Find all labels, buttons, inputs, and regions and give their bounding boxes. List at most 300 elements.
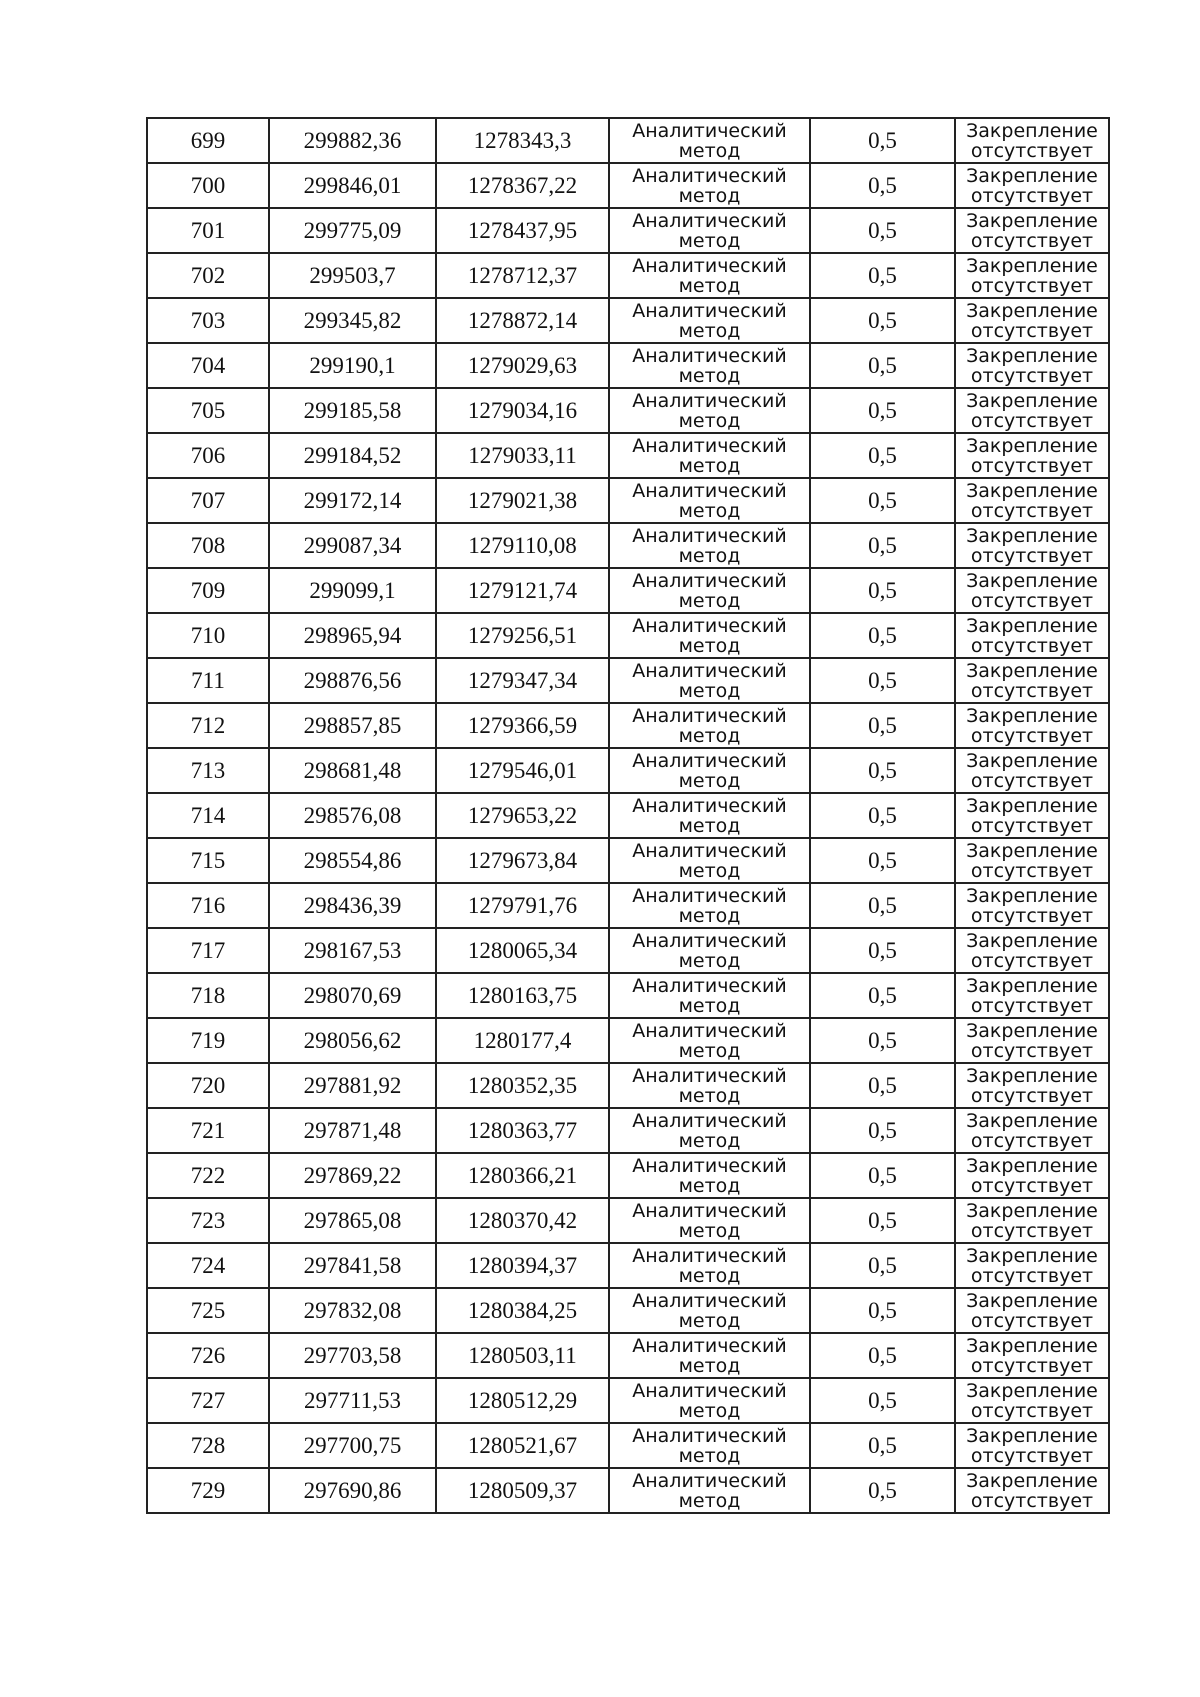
point-number-cell: 704 bbox=[147, 343, 269, 388]
fixing-cell bbox=[955, 1153, 1109, 1198]
method-text-line-2: метод bbox=[678, 364, 741, 387]
fixing-text-line-1: Закрепление bbox=[966, 569, 1098, 592]
accuracy-cell: 0,5 bbox=[810, 1198, 955, 1243]
method-text-line-1: Аналитический bbox=[632, 704, 787, 727]
method-text-line-1: Аналитический bbox=[632, 1199, 787, 1222]
y-coordinate-cell: 1278712,37 bbox=[436, 253, 609, 298]
fixing-text-line-2: отсутствует bbox=[970, 139, 1094, 162]
table-row bbox=[147, 1333, 1109, 1378]
fixing-text-line-1: Закрепление bbox=[966, 344, 1098, 367]
table-row bbox=[147, 118, 1109, 163]
fixing-text-line-1: Закрепление bbox=[966, 1199, 1098, 1222]
method-cell bbox=[609, 1333, 810, 1378]
accuracy-cell: 0,5 bbox=[810, 973, 955, 1018]
table-row bbox=[147, 208, 1109, 253]
fixing-text-line-2: отсутствует bbox=[970, 1309, 1094, 1332]
method-text-line-1: Аналитический bbox=[632, 299, 787, 322]
method-cell bbox=[609, 928, 810, 973]
fixing-cell bbox=[955, 523, 1109, 568]
y-coordinate-cell: 1279121,74 bbox=[436, 568, 609, 613]
y-coordinate-cell: 1279034,16 bbox=[436, 388, 609, 433]
x-coordinate-cell: 298056,62 bbox=[269, 1018, 436, 1063]
fixing-text-line-2: отсутствует bbox=[970, 634, 1094, 657]
y-coordinate-cell: 1279653,22 bbox=[436, 793, 609, 838]
fixing-text-line-1: Закрепление bbox=[966, 1379, 1098, 1402]
y-coordinate-cell: 1278437,95 bbox=[436, 208, 609, 253]
y-coordinate-cell: 1278343,3 bbox=[436, 118, 609, 163]
x-coordinate-cell: 298436,39 bbox=[269, 883, 436, 928]
fixing-text-line-2: отсутствует bbox=[970, 1174, 1094, 1197]
method-text-line-2: метод bbox=[678, 1174, 741, 1197]
table-row bbox=[147, 658, 1109, 703]
table-row bbox=[147, 253, 1109, 298]
point-number-cell: 700 bbox=[147, 163, 269, 208]
method-cell bbox=[609, 613, 810, 658]
accuracy-cell: 0,5 bbox=[810, 1108, 955, 1153]
x-coordinate-cell: 299846,01 bbox=[269, 163, 436, 208]
fixing-cell bbox=[955, 298, 1109, 343]
fixing-text-line-1: Закрепление bbox=[966, 929, 1098, 952]
fixing-text-line-1: Закрепление bbox=[966, 1154, 1098, 1177]
fixing-cell bbox=[955, 1243, 1109, 1288]
method-cell bbox=[609, 1468, 810, 1513]
x-coordinate-cell: 299172,14 bbox=[269, 478, 436, 523]
accuracy-cell: 0,5 bbox=[810, 208, 955, 253]
fixing-text-line-2: отсутствует bbox=[970, 769, 1094, 792]
fixing-text-line-2: отсутствует bbox=[970, 859, 1094, 882]
method-text-line-2: метод bbox=[678, 994, 741, 1017]
method-text-line-2: метод bbox=[678, 544, 741, 567]
point-number-cell: 728 bbox=[147, 1423, 269, 1468]
y-coordinate-cell: 1280363,77 bbox=[436, 1108, 609, 1153]
y-coordinate-cell: 1280065,34 bbox=[436, 928, 609, 973]
fixing-text-line-2: отсутствует bbox=[970, 1264, 1094, 1287]
method-text-line-1: Аналитический bbox=[632, 794, 787, 817]
fixing-text-line-1: Закрепление bbox=[966, 1289, 1098, 1312]
method-text-line-2: метод bbox=[678, 1084, 741, 1107]
x-coordinate-cell: 299190,1 bbox=[269, 343, 436, 388]
method-text-line-2: метод bbox=[678, 1354, 741, 1377]
point-number-cell: 708 bbox=[147, 523, 269, 568]
table-body bbox=[147, 118, 1109, 1513]
x-coordinate-cell: 299185,58 bbox=[269, 388, 436, 433]
fixing-text-line-2: отсутствует bbox=[970, 319, 1094, 342]
fixing-text-line-2: отсутствует bbox=[970, 499, 1094, 522]
fixing-cell bbox=[955, 1288, 1109, 1333]
y-coordinate-cell: 1279033,11 bbox=[436, 433, 609, 478]
point-number-cell: 719 bbox=[147, 1018, 269, 1063]
table-row bbox=[147, 883, 1109, 928]
accuracy-cell: 0,5 bbox=[810, 928, 955, 973]
table-row bbox=[147, 1378, 1109, 1423]
point-number-cell: 705 bbox=[147, 388, 269, 433]
method-text-line-2: метод bbox=[678, 634, 741, 657]
point-number-cell: 720 bbox=[147, 1063, 269, 1108]
fixing-text-line-1: Закрепление bbox=[966, 119, 1098, 142]
method-cell bbox=[609, 253, 810, 298]
y-coordinate-cell: 1278872,14 bbox=[436, 298, 609, 343]
table-row bbox=[147, 748, 1109, 793]
x-coordinate-cell: 298576,08 bbox=[269, 793, 436, 838]
fixing-cell bbox=[955, 658, 1109, 703]
method-text-line-2: метод bbox=[678, 1129, 741, 1152]
point-number-cell: 714 bbox=[147, 793, 269, 838]
fixing-text-line-1: Закрепление bbox=[966, 1064, 1098, 1087]
method-text-line-1: Аналитический bbox=[632, 209, 787, 232]
fixing-text-line-2: отсутствует bbox=[970, 1354, 1094, 1377]
method-text-line-1: Аналитический bbox=[632, 929, 787, 952]
fixing-text-line-2: отсутствует bbox=[970, 1489, 1094, 1512]
accuracy-cell: 0,5 bbox=[810, 748, 955, 793]
table-row bbox=[147, 478, 1109, 523]
point-number-cell: 701 bbox=[147, 208, 269, 253]
method-text-line-2: метод bbox=[678, 139, 741, 162]
fixing-text-line-1: Закрепление bbox=[966, 299, 1098, 322]
y-coordinate-cell: 1279029,63 bbox=[436, 343, 609, 388]
method-text-line-1: Аналитический bbox=[632, 1379, 787, 1402]
accuracy-cell: 0,5 bbox=[810, 793, 955, 838]
fixing-text-line-1: Закрепление bbox=[966, 749, 1098, 772]
accuracy-cell: 0,5 bbox=[810, 1378, 955, 1423]
fixing-cell bbox=[955, 1108, 1109, 1153]
method-cell bbox=[609, 1288, 810, 1333]
method-text-line-1: Аналитический bbox=[632, 1154, 787, 1177]
method-text-line-1: Аналитический bbox=[632, 1334, 787, 1357]
fixing-text-line-1: Закрепление bbox=[966, 1109, 1098, 1132]
method-text-line-2: метод bbox=[678, 1444, 741, 1467]
method-text-line-1: Аналитический bbox=[632, 1109, 787, 1132]
method-text-line-2: метод bbox=[678, 1264, 741, 1287]
method-cell bbox=[609, 838, 810, 883]
accuracy-cell: 0,5 bbox=[810, 1153, 955, 1198]
x-coordinate-cell: 298070,69 bbox=[269, 973, 436, 1018]
point-number-cell: 717 bbox=[147, 928, 269, 973]
fixing-cell bbox=[955, 613, 1109, 658]
method-text-line-1: Аналитический bbox=[632, 1424, 787, 1447]
x-coordinate-cell: 297832,08 bbox=[269, 1288, 436, 1333]
method-text-line-2: метод bbox=[678, 229, 741, 252]
accuracy-cell: 0,5 bbox=[810, 1288, 955, 1333]
point-number-cell: 713 bbox=[147, 748, 269, 793]
fixing-cell bbox=[955, 1423, 1109, 1468]
accuracy-cell: 0,5 bbox=[810, 1468, 955, 1513]
fixing-cell bbox=[955, 883, 1109, 928]
method-cell bbox=[609, 1108, 810, 1153]
method-text-line-1: Аналитический bbox=[632, 389, 787, 412]
method-text-line-2: метод bbox=[678, 814, 741, 837]
method-text-line-2: метод bbox=[678, 724, 741, 747]
fixing-text-line-2: отсутствует bbox=[970, 409, 1094, 432]
point-number-cell: 709 bbox=[147, 568, 269, 613]
fixing-text-line-1: Закрепление bbox=[966, 209, 1098, 232]
fixing-cell bbox=[955, 568, 1109, 613]
fixing-text-line-1: Закрепление bbox=[966, 659, 1098, 682]
method-text-line-1: Аналитический bbox=[632, 884, 787, 907]
method-cell bbox=[609, 118, 810, 163]
method-cell bbox=[609, 478, 810, 523]
point-number-cell: 715 bbox=[147, 838, 269, 883]
fixing-text-line-1: Закрепление bbox=[966, 164, 1098, 187]
fixing-text-line-1: Закрепление bbox=[966, 1019, 1098, 1042]
fixing-text-line-2: отсутствует bbox=[970, 679, 1094, 702]
method-cell bbox=[609, 973, 810, 1018]
method-cell bbox=[609, 748, 810, 793]
method-text-line-2: метод bbox=[678, 1489, 741, 1512]
fixing-text-line-1: Закрепление bbox=[966, 1334, 1098, 1357]
y-coordinate-cell: 1280177,4 bbox=[436, 1018, 609, 1063]
fixing-text-line-2: отсутствует bbox=[970, 949, 1094, 972]
method-text-line-1: Аналитический bbox=[632, 1019, 787, 1042]
method-cell bbox=[609, 1198, 810, 1243]
table-row bbox=[147, 1288, 1109, 1333]
fixing-cell bbox=[955, 478, 1109, 523]
table-row bbox=[147, 343, 1109, 388]
method-text-line-2: метод bbox=[678, 454, 741, 477]
accuracy-cell: 0,5 bbox=[810, 883, 955, 928]
accuracy-cell: 0,5 bbox=[810, 568, 955, 613]
x-coordinate-cell: 298965,94 bbox=[269, 613, 436, 658]
fixing-cell bbox=[955, 1333, 1109, 1378]
x-coordinate-cell: 297690,86 bbox=[269, 1468, 436, 1513]
table-row bbox=[147, 1243, 1109, 1288]
fixing-cell bbox=[955, 838, 1109, 883]
method-text-line-1: Аналитический bbox=[632, 119, 787, 142]
y-coordinate-cell: 1280366,21 bbox=[436, 1153, 609, 1198]
method-cell bbox=[609, 568, 810, 613]
accuracy-cell: 0,5 bbox=[810, 1243, 955, 1288]
method-text-line-1: Аналитический bbox=[632, 659, 787, 682]
fixing-text-line-1: Закрепление bbox=[966, 839, 1098, 862]
method-cell bbox=[609, 1063, 810, 1108]
x-coordinate-cell: 299087,34 bbox=[269, 523, 436, 568]
table-row bbox=[147, 433, 1109, 478]
accuracy-cell: 0,5 bbox=[810, 253, 955, 298]
y-coordinate-cell: 1279110,08 bbox=[436, 523, 609, 568]
point-number-cell: 721 bbox=[147, 1108, 269, 1153]
fixing-text-line-1: Закрепление bbox=[966, 704, 1098, 727]
y-coordinate-cell: 1279347,34 bbox=[436, 658, 609, 703]
method-text-line-1: Аналитический bbox=[632, 1244, 787, 1267]
fixing-cell bbox=[955, 208, 1109, 253]
table-row bbox=[147, 1018, 1109, 1063]
method-text-line-2: метод bbox=[678, 1039, 741, 1062]
method-cell bbox=[609, 703, 810, 748]
y-coordinate-cell: 1279021,38 bbox=[436, 478, 609, 523]
fixing-text-line-1: Закрепление bbox=[966, 794, 1098, 817]
method-text-line-1: Аналитический bbox=[632, 1469, 787, 1492]
fixing-cell bbox=[955, 1018, 1109, 1063]
table-row bbox=[147, 1108, 1109, 1153]
y-coordinate-cell: 1280370,42 bbox=[436, 1198, 609, 1243]
fixing-text-line-2: отсутствует bbox=[970, 274, 1094, 297]
table-row bbox=[147, 793, 1109, 838]
y-coordinate-cell: 1278367,22 bbox=[436, 163, 609, 208]
x-coordinate-cell: 298167,53 bbox=[269, 928, 436, 973]
fixing-cell bbox=[955, 1468, 1109, 1513]
method-cell bbox=[609, 793, 810, 838]
method-cell bbox=[609, 1018, 810, 1063]
table-row bbox=[147, 1423, 1109, 1468]
accuracy-cell: 0,5 bbox=[810, 703, 955, 748]
fixing-text-line-1: Закрепление bbox=[966, 974, 1098, 997]
x-coordinate-cell: 297865,08 bbox=[269, 1198, 436, 1243]
accuracy-cell: 0,5 bbox=[810, 1333, 955, 1378]
method-text-line-1: Аналитический bbox=[632, 524, 787, 547]
x-coordinate-cell: 297841,58 bbox=[269, 1243, 436, 1288]
x-coordinate-cell: 299775,09 bbox=[269, 208, 436, 253]
fixing-text-line-2: отсутствует bbox=[970, 454, 1094, 477]
x-coordinate-cell: 299345,82 bbox=[269, 298, 436, 343]
method-cell bbox=[609, 1243, 810, 1288]
fixing-text-line-2: отсутствует bbox=[970, 1129, 1094, 1152]
accuracy-cell: 0,5 bbox=[810, 478, 955, 523]
y-coordinate-cell: 1280163,75 bbox=[436, 973, 609, 1018]
method-text-line-1: Аналитический bbox=[632, 974, 787, 997]
table-row bbox=[147, 838, 1109, 883]
method-text-line-1: Аналитический bbox=[632, 254, 787, 277]
x-coordinate-cell: 297871,48 bbox=[269, 1108, 436, 1153]
method-text-line-2: метод bbox=[678, 274, 741, 297]
table-row bbox=[147, 388, 1109, 433]
method-text-line-2: метод bbox=[678, 859, 741, 882]
method-cell bbox=[609, 208, 810, 253]
point-number-cell: 729 bbox=[147, 1468, 269, 1513]
fixing-text-line-2: отсутствует bbox=[970, 1039, 1094, 1062]
fixing-cell bbox=[955, 388, 1109, 433]
table-row bbox=[147, 973, 1109, 1018]
accuracy-cell: 0,5 bbox=[810, 118, 955, 163]
y-coordinate-cell: 1279791,76 bbox=[436, 883, 609, 928]
y-coordinate-cell: 1280352,35 bbox=[436, 1063, 609, 1108]
fixing-text-line-2: отсутствует bbox=[970, 544, 1094, 567]
method-text-line-1: Аналитический bbox=[632, 344, 787, 367]
point-number-cell: 710 bbox=[147, 613, 269, 658]
method-text-line-1: Аналитический bbox=[632, 839, 787, 862]
accuracy-cell: 0,5 bbox=[810, 1423, 955, 1468]
y-coordinate-cell: 1280384,25 bbox=[436, 1288, 609, 1333]
method-text-line-2: метод bbox=[678, 184, 741, 207]
fixing-cell bbox=[955, 928, 1109, 973]
fixing-text-line-2: отсутствует bbox=[970, 904, 1094, 927]
table-row bbox=[147, 1468, 1109, 1513]
fixing-cell bbox=[955, 253, 1109, 298]
y-coordinate-cell: 1280509,37 bbox=[436, 1468, 609, 1513]
y-coordinate-cell: 1280521,67 bbox=[436, 1423, 609, 1468]
fixing-text-line-1: Закрепление bbox=[966, 254, 1098, 277]
point-number-cell: 699 bbox=[147, 118, 269, 163]
x-coordinate-cell: 298857,85 bbox=[269, 703, 436, 748]
y-coordinate-cell: 1280512,29 bbox=[436, 1378, 609, 1423]
fixing-text-line-2: отсутствует bbox=[970, 1399, 1094, 1422]
accuracy-cell: 0,5 bbox=[810, 343, 955, 388]
fixing-cell bbox=[955, 973, 1109, 1018]
x-coordinate-cell: 299503,7 bbox=[269, 253, 436, 298]
fixing-text-line-2: отсутствует bbox=[970, 1444, 1094, 1467]
x-coordinate-cell: 297703,58 bbox=[269, 1333, 436, 1378]
x-coordinate-cell: 299099,1 bbox=[269, 568, 436, 613]
point-number-cell: 722 bbox=[147, 1153, 269, 1198]
fixing-cell bbox=[955, 793, 1109, 838]
fixing-text-line-1: Закрепление bbox=[966, 524, 1098, 547]
table-row bbox=[147, 298, 1109, 343]
accuracy-cell: 0,5 bbox=[810, 613, 955, 658]
x-coordinate-cell: 299882,36 bbox=[269, 118, 436, 163]
fixing-cell bbox=[955, 343, 1109, 388]
accuracy-cell: 0,5 bbox=[810, 388, 955, 433]
fixing-text-line-1: Закрепление bbox=[966, 614, 1098, 637]
method-text-line-1: Аналитический bbox=[632, 164, 787, 187]
method-text-line-1: Аналитический bbox=[632, 479, 787, 502]
method-text-line-1: Аналитический bbox=[632, 1289, 787, 1312]
accuracy-cell: 0,5 bbox=[810, 1018, 955, 1063]
fixing-text-line-2: отсутствует bbox=[970, 364, 1094, 387]
fixing-cell bbox=[955, 433, 1109, 478]
fixing-text-line-2: отсутствует bbox=[970, 1084, 1094, 1107]
accuracy-cell: 0,5 bbox=[810, 298, 955, 343]
y-coordinate-cell: 1279673,84 bbox=[436, 838, 609, 883]
table-row bbox=[147, 163, 1109, 208]
method-text-line-2: метод bbox=[678, 1219, 741, 1242]
fixing-text-line-2: отсутствует bbox=[970, 994, 1094, 1017]
accuracy-cell: 0,5 bbox=[810, 838, 955, 883]
method-text-line-2: метод bbox=[678, 319, 741, 342]
x-coordinate-cell: 298554,86 bbox=[269, 838, 436, 883]
x-coordinate-cell: 298681,48 bbox=[269, 748, 436, 793]
accuracy-cell: 0,5 bbox=[810, 433, 955, 478]
method-text-line-2: метод bbox=[678, 904, 741, 927]
fixing-cell bbox=[955, 1378, 1109, 1423]
method-cell bbox=[609, 658, 810, 703]
method-text-line-1: Аналитический bbox=[632, 1064, 787, 1087]
fixing-cell bbox=[955, 118, 1109, 163]
method-cell bbox=[609, 163, 810, 208]
coordinates-table bbox=[146, 117, 1110, 1514]
fixing-text-line-2: отсутствует bbox=[970, 1219, 1094, 1242]
point-number-cell: 726 bbox=[147, 1333, 269, 1378]
table-row bbox=[147, 1153, 1109, 1198]
method-cell bbox=[609, 1378, 810, 1423]
method-text-line-2: метод bbox=[678, 589, 741, 612]
method-text-line-1: Аналитический bbox=[632, 749, 787, 772]
point-number-cell: 716 bbox=[147, 883, 269, 928]
table-row bbox=[147, 568, 1109, 613]
fixing-text-line-1: Закрепление bbox=[966, 884, 1098, 907]
table-row bbox=[147, 703, 1109, 748]
point-number-cell: 703 bbox=[147, 298, 269, 343]
table-row bbox=[147, 1198, 1109, 1243]
x-coordinate-cell: 297711,53 bbox=[269, 1378, 436, 1423]
fixing-cell bbox=[955, 163, 1109, 208]
x-coordinate-cell: 297881,92 bbox=[269, 1063, 436, 1108]
method-cell bbox=[609, 298, 810, 343]
accuracy-cell: 0,5 bbox=[810, 523, 955, 568]
method-text-line-2: метод bbox=[678, 769, 741, 792]
x-coordinate-cell: 298876,56 bbox=[269, 658, 436, 703]
method-text-line-2: метод bbox=[678, 499, 741, 522]
fixing-text-line-1: Закрепление bbox=[966, 389, 1098, 412]
method-cell bbox=[609, 343, 810, 388]
method-text-line-2: метод bbox=[678, 949, 741, 972]
x-coordinate-cell: 299184,52 bbox=[269, 433, 436, 478]
table-row bbox=[147, 1063, 1109, 1108]
point-number-cell: 723 bbox=[147, 1198, 269, 1243]
method-text-line-2: метод bbox=[678, 1399, 741, 1422]
fixing-cell bbox=[955, 1198, 1109, 1243]
method-cell bbox=[609, 388, 810, 433]
method-text-line-2: метод bbox=[678, 409, 741, 432]
method-cell bbox=[609, 883, 810, 928]
method-cell bbox=[609, 1153, 810, 1198]
